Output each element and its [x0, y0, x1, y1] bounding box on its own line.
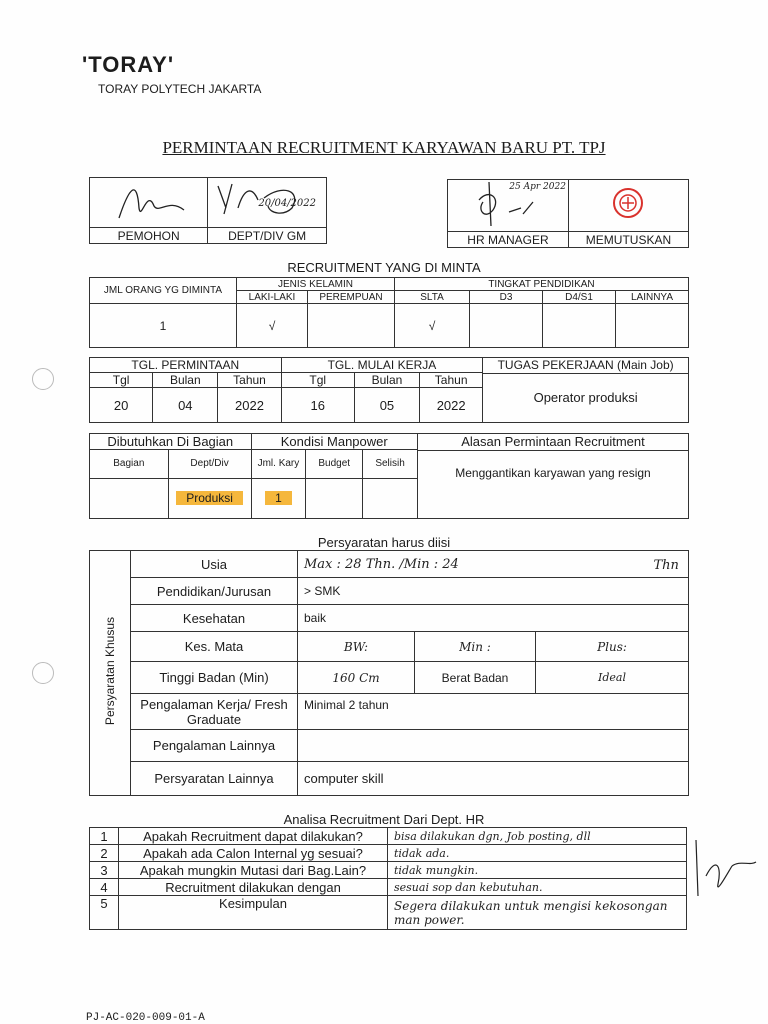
analysis-question: Kesimpulan [119, 896, 388, 930]
dept-value: Produksi [168, 478, 251, 518]
female-header: PEREMPUAN [308, 291, 395, 304]
req-label-pengalaman-lain: Pengalaman Lainnya [131, 730, 298, 762]
role-pemohon: PEMOHON [90, 228, 208, 244]
male-value: √ [237, 304, 308, 348]
analysis-no: 5 [90, 896, 119, 930]
reason-header: Alasan Permintaan Recruitment [418, 434, 688, 451]
analysis-answer: tidak mungkin. [388, 862, 687, 879]
company-logo: 'TORAY' [82, 52, 175, 77]
jml-header: JML ORANG YG DIMINTA [90, 278, 237, 304]
jml-kary-value: 1 [251, 478, 306, 518]
punch-hole-top [32, 368, 54, 390]
req-tahun: 2022 [218, 388, 281, 423]
start-tahun: 2022 [420, 388, 483, 423]
recruitment-table [89, 277, 689, 348]
dept-header: Dept/Div [168, 450, 251, 478]
analysis-question: Apakah ada Calon Internal yg sesuai? [119, 845, 388, 862]
gender-header: JENIS KELAMIN [237, 278, 395, 291]
gm-sign-date: 20/04/2022 [258, 198, 316, 209]
analysis-answer: Segera dilakukan untuk mengisi kekosongan man power. [388, 896, 687, 930]
analysis-heading: Analisa Recruitment Dari Dept. HR [283, 812, 485, 827]
requirements-heading: Persyaratan harus diisi [317, 535, 451, 550]
reason-value: Menggantikan karyawan yang resign [455, 466, 651, 480]
d4-value [543, 304, 616, 348]
signature-table-right [447, 179, 689, 248]
req-tgl-header: Tgl [90, 373, 153, 388]
req-value-bw: BW: [298, 632, 415, 662]
document-code: PJ-AC-020-009-01-A [86, 1012, 205, 1024]
signature-pemohon [90, 178, 208, 228]
analysis-table [89, 827, 687, 930]
analysis-answer: tidak ada. [388, 845, 687, 862]
jml-value: 1 [90, 304, 237, 348]
analysis-no: 4 [90, 879, 119, 896]
analysis-no: 1 [90, 828, 119, 845]
req-label-berat: Berat Badan [415, 662, 536, 694]
req-value-berat: Ideal [536, 662, 689, 694]
requirements-side-label: Persyaratan Khusus [90, 551, 131, 796]
req-label-kes-mata: Kes. Mata [131, 632, 298, 662]
job-value: Operator produksi [533, 390, 638, 405]
analysis-question: Apakah mungkin Mutasi dari Bag.Lain? [119, 862, 388, 879]
req-value-pengalaman: Minimal 2 tahun [298, 694, 689, 730]
bagian-header: Bagian [90, 450, 169, 478]
reason-cell [417, 434, 688, 519]
d4-header: D4/S1 [543, 291, 616, 304]
req-value-pendidikan: > SMK [298, 578, 689, 605]
start-bulan-header: Bulan [354, 373, 419, 388]
female-value [308, 304, 395, 348]
signature-pemohon-icon [99, 178, 199, 222]
req-tgl: 20 [90, 388, 153, 423]
bagian-value [90, 478, 169, 518]
req-label-pendidikan: Pendidikan/Jurusan [131, 578, 298, 605]
role-memutuskan: MEMUTUSKAN [568, 232, 688, 248]
req-label-persyaratan-lain: Persyaratan Lainnya [131, 762, 298, 796]
condition-header: Kondisi Manpower [251, 434, 417, 450]
role-hr-manager: HR MANAGER [448, 232, 569, 248]
analysis-question: Recruitment dilakukan dengan [119, 879, 388, 896]
company-name: TORAY POLYTECH JAKARTA [98, 82, 262, 96]
budget-header: Budget [306, 450, 363, 478]
req-label-tinggi: Tinggi Badan (Min) [131, 662, 298, 694]
job-cell [483, 358, 689, 423]
slta-value: √ [395, 304, 470, 348]
req-value-min: Min : [415, 632, 536, 662]
need-table [89, 433, 689, 519]
start-date-header: TGL. MULAI KERJA [281, 358, 483, 373]
form-title: PERMINTAAN RECRUITMENT KARYAWAN BARU PT. TPJ [162, 138, 606, 157]
start-tgl-header: Tgl [281, 373, 354, 388]
d3-header: D3 [470, 291, 543, 304]
d3-value [470, 304, 543, 348]
selisih-header: Selisih [363, 450, 418, 478]
analysis-no: 2 [90, 845, 119, 862]
analysis-answer: bisa dilakukan dgn, Job posting, dll [388, 828, 687, 845]
req-date-header: TGL. PERMINTAAN [90, 358, 282, 373]
req-bulan-header: Bulan [153, 373, 218, 388]
analysis-question: Apakah Recruitment dapat dilakukan? [119, 828, 388, 845]
req-value-tinggi: 160 Cm [298, 662, 415, 694]
req-value-usia: Max : 28 Thn. /Min : 24 Thn [298, 551, 689, 578]
jml-kary-header: Jml. Kary [251, 450, 306, 478]
req-tahun-header: Tahun [218, 373, 281, 388]
section-header: Dibutuhkan Di Bagian [90, 434, 252, 450]
start-bulan: 05 [354, 388, 419, 423]
job-header: TUGAS PEKERJAAN (Main Job) [483, 358, 688, 374]
punch-hole-bottom [32, 662, 54, 684]
analysis-no: 3 [90, 862, 119, 879]
edu-header: TINGKAT PENDIDIKAN [395, 278, 689, 291]
req-bulan: 04 [153, 388, 218, 423]
stamp-icon [608, 183, 648, 223]
signature-hr-manager [448, 180, 569, 232]
req-value-persyaratan-lain: computer skill [298, 762, 689, 796]
req-value-kesehatan: baik [298, 605, 689, 632]
other-header: LAINNYA [616, 291, 689, 304]
analysis-answer: sesuai sop dan kebutuhan. [388, 879, 687, 896]
hr-signature-icon [692, 836, 762, 906]
start-tahun-header: Tahun [420, 373, 483, 388]
hr-sign-note: 25 Apr 2022 [509, 182, 566, 192]
dates-table [89, 357, 689, 423]
start-tgl: 16 [281, 388, 354, 423]
slta-header: SLTA [395, 291, 470, 304]
budget-value [306, 478, 363, 518]
signature-table-left [89, 177, 327, 244]
male-header: LAKI-LAKI [237, 291, 308, 304]
req-label-pengalaman: Pengalaman Kerja/ Fresh Graduate [131, 694, 298, 730]
req-label-kesehatan: Kesehatan [131, 605, 298, 632]
selisih-value [363, 478, 418, 518]
recruitment-heading: RECRUITMENT YANG DI MINTA [287, 260, 481, 275]
signature-memutuskan [568, 180, 688, 232]
req-label-usia: Usia [131, 551, 298, 578]
req-value-plus: Plus: [536, 632, 689, 662]
other-value [616, 304, 689, 348]
signature-gm [208, 178, 327, 228]
req-value-pengalaman-lain [298, 730, 689, 762]
role-dept-div-gm: DEPT/DIV GM [208, 228, 327, 244]
requirements-table [89, 550, 689, 796]
